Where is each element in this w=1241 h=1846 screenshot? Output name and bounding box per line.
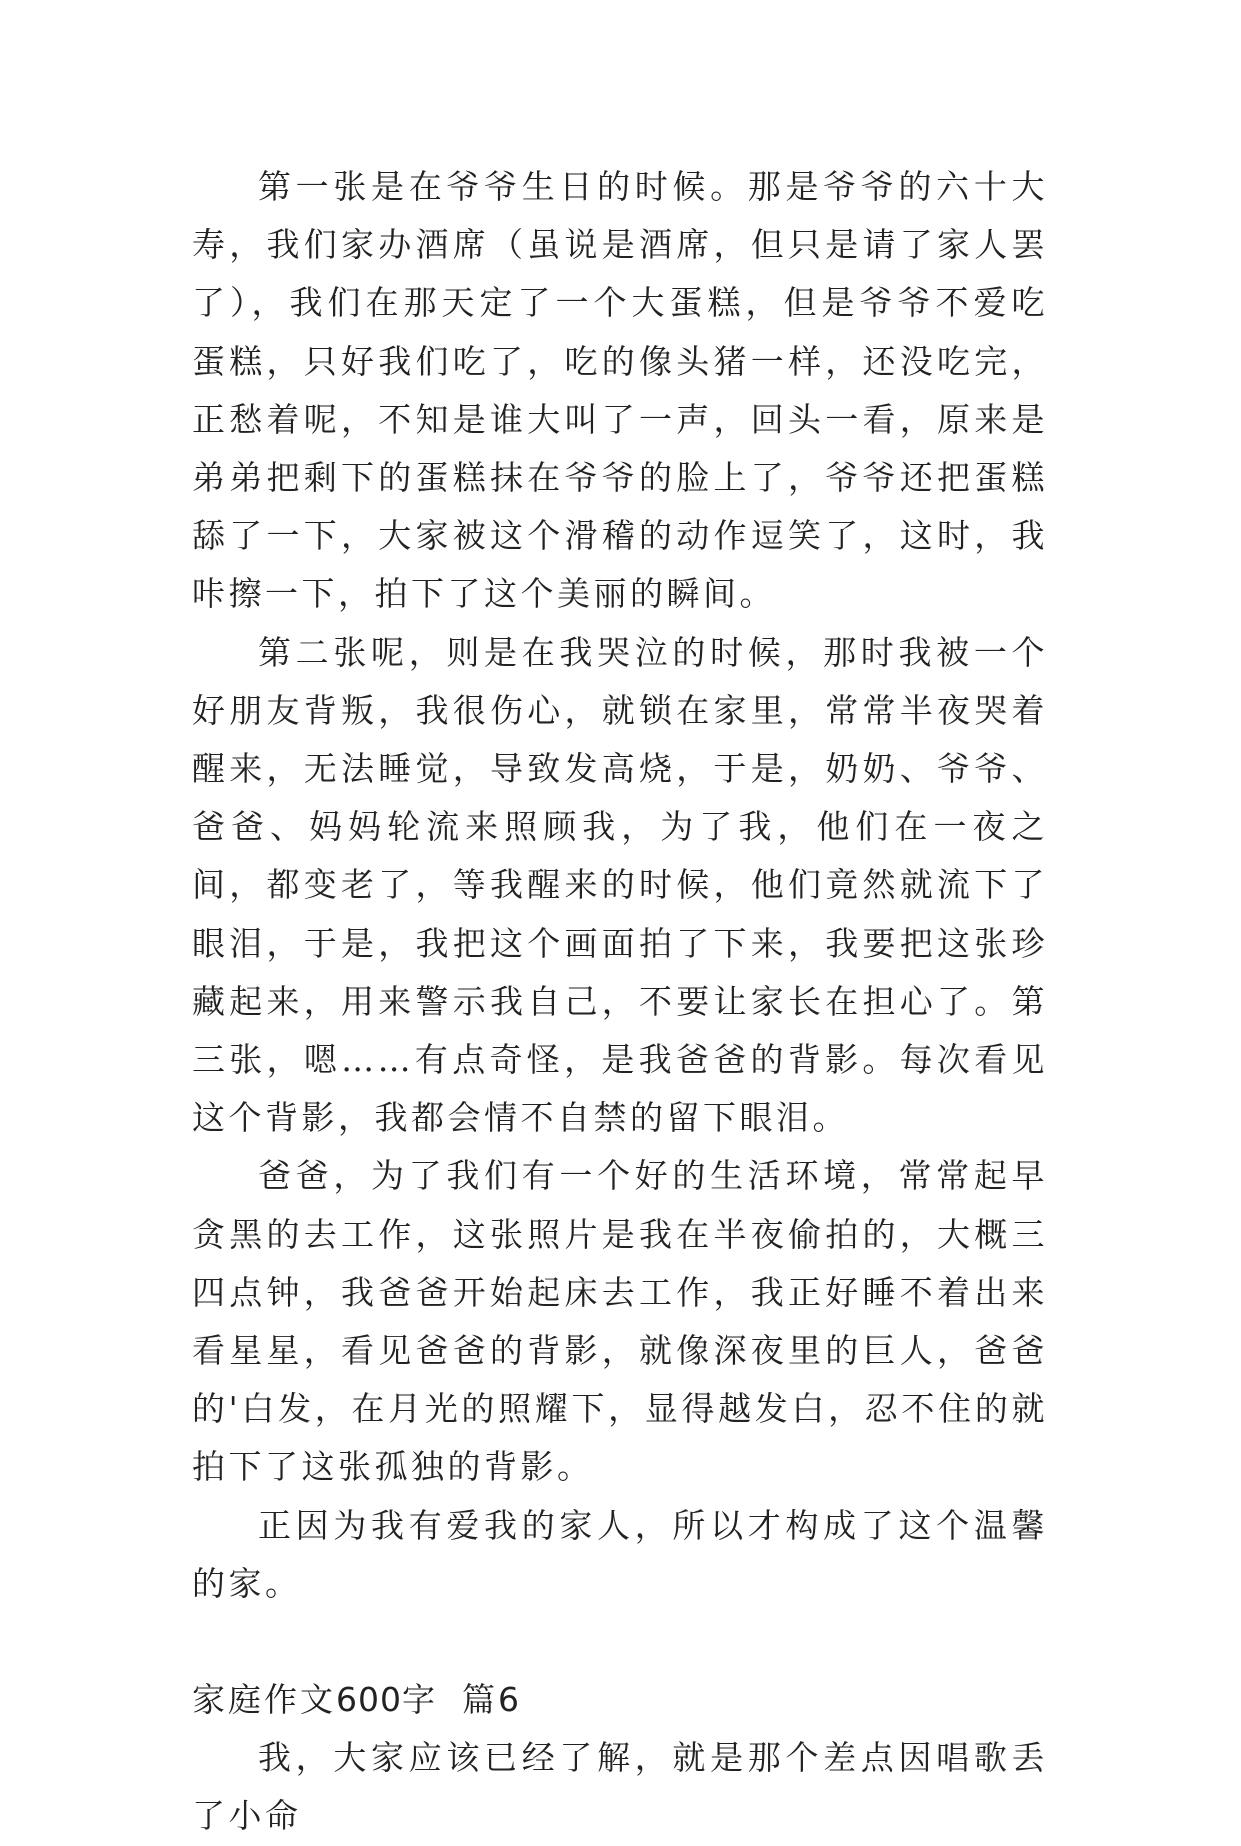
paragraph-crying-photo: 第二张呢，则是在我哭泣的时候，那时我被一个好朋友背叛，我很伤心，就锁在家里，常常半夜哭着醒来，无法睡觉，导致发高烧，于是，奶奶、爷爷、爸爸、妈妈轮流来照顾我，为了我，他们在一夜之间，都变老了，等我醒来的时候，他们竟然就流下了眼泪，于是，我把这个画面拍了下来，我要把这张珍藏起来，用来警示我自己，不要让家长在担心了。第三张，嗯……有点奇怪，是我爸爸的背影。每次看见这个背影，我都会情不自禁的留下眼泪。 — [192, 632, 1048, 1138]
heading-index: 6 — [498, 1680, 520, 1720]
heading-number: 600 — [336, 1680, 402, 1720]
paragraph-conclusion: 正因为我有爱我的家人，所以才构成了这个温馨的家。 — [192, 1505, 1048, 1603]
heading-label: 篇 — [462, 1680, 498, 1720]
document-body — [192, 158, 1048, 1846]
paragraph-father-photo: 爸爸，为了我们有一个好的生活环境，常常起早贪黑的去工作，这张照片是我在半夜偷拍的，大概三四点钟，我爸爸开始起床去工作，我正好睡不着出来看星星，看见爸爸的背影，就像深夜里的巨人，爸爸的'白发，在月光的照耀下，显得越发白，忍不住的就拍下了这张孤独的背影。 — [192, 1156, 1048, 1487]
paragraph-section-6-opening: 我，大家应该已经了解，就是那个差点因唱歌丢了小命 — [192, 1738, 1048, 1836]
heading-prefix: 家庭作文 — [192, 1680, 336, 1720]
heading-suffix: 字 — [402, 1680, 438, 1720]
section-heading — [192, 1671, 1048, 1729]
paragraph-birthday-photo: 第一张是在爷爷生日的时候。那是爷爷的六十大寿，我们家办酒席（虽说是酒席，但只是请了家人罢了），我们在那天定了一个大蛋糕，但是爷爷不爱吃蛋糕，只好我们吃了，吃的像头猪一样，还没吃完，正愁着呢，不知是谁大叫了一声，回头一看，原来是弟弟把剩下的蛋糕抹在爷爷的脸上了，爷爷还把蛋糕舔了一下，大家被这个滑稽的动作逗笑了，这时，我咔擦一下，拍下了这个美丽的瞬间。 — [192, 167, 1048, 614]
